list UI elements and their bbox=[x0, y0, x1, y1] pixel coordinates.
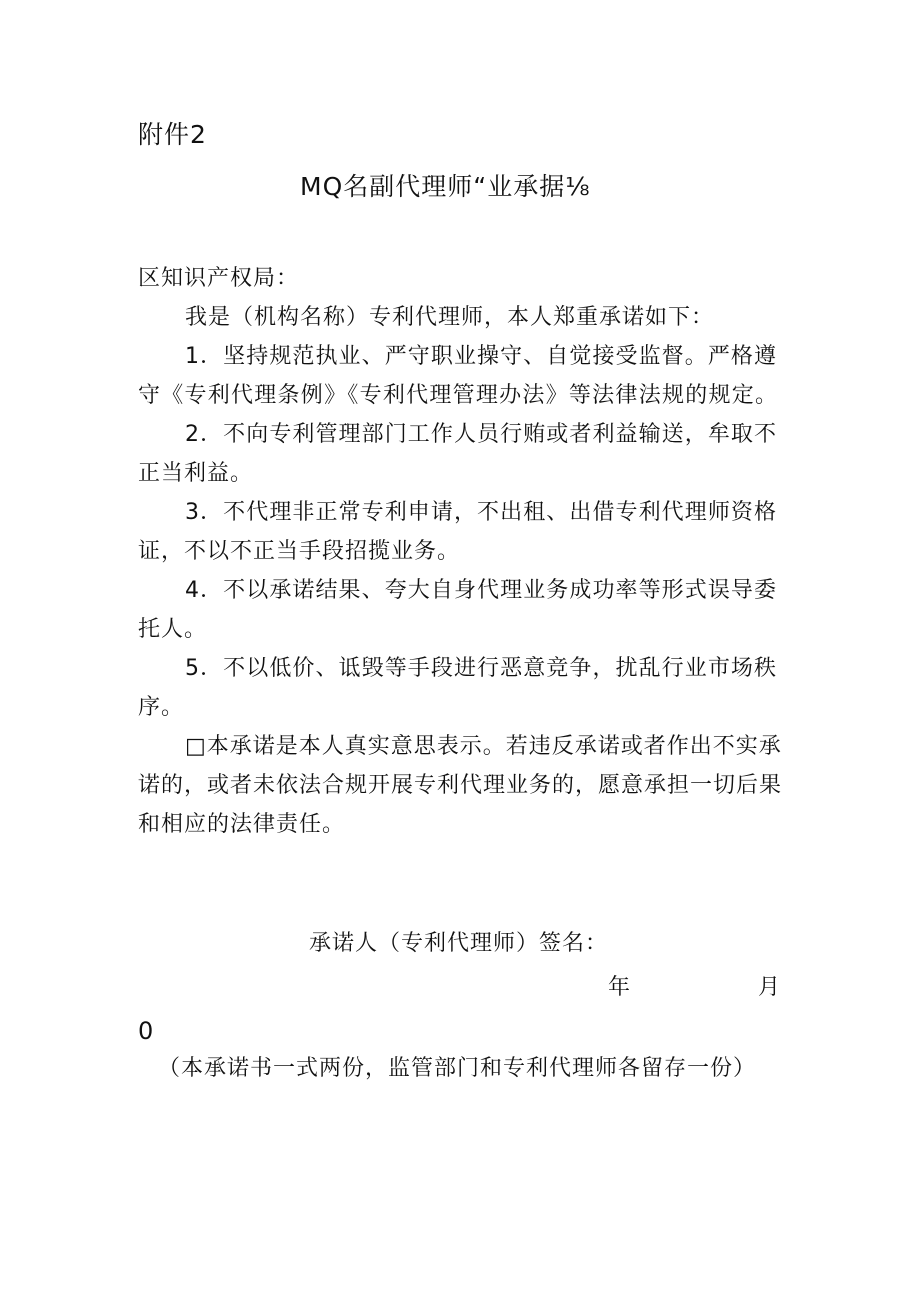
date-day-fragment: 0 bbox=[138, 1017, 155, 1045]
item-2-line-1: 2．不向专利管理部门工作人员行贿或者利益输送，牟取不 bbox=[185, 422, 777, 447]
item-3-line-1: 3．不代理非正常专利申请，不出租、出借专利代理师资格 bbox=[185, 500, 777, 525]
item-1-line-1: 1．坚持规范执业、严守职业操守、自觉接受监督。严格遵 bbox=[185, 344, 777, 369]
date-month-label: 月 bbox=[758, 975, 782, 1000]
item-4-line-1: 4．不以承诺结果、夸大自身代理业务成功率等形式误导委 bbox=[185, 578, 777, 603]
signature-label: 承诺人（专利代理师）签名： bbox=[309, 931, 609, 956]
addressee: 区知识产权局： bbox=[138, 266, 300, 291]
item-3-line-2: 证，不以不正当手段招揽业务。 bbox=[138, 539, 461, 564]
item-5-line-1: 5．不以低价、诋毁等手段进行恶意竞争，扰乱行业市场秩 bbox=[185, 656, 777, 681]
closing-line-2: 诺的，或者未依法合规开展专利代理业务的，愿意承担一切后果 bbox=[138, 773, 783, 798]
document-title: MQ名副代理师“业承据⅛ bbox=[300, 172, 591, 201]
closing-line-1: □本承诺是本人真实意思表示。若违反承诺或者作出不实承 bbox=[185, 734, 782, 759]
footnote: （本承诺书一式两份，监管部门和专利代理师各留存一份） bbox=[158, 1056, 757, 1081]
intro-paragraph: 我是（机构名称）专利代理师，本人郑重承诺如下： bbox=[185, 305, 715, 330]
closing-line-3: 和相应的法律责任。 bbox=[138, 812, 346, 837]
date-year-label: 年 bbox=[608, 975, 632, 1000]
item-5-line-2: 序。 bbox=[138, 695, 185, 720]
attachment-label: 附件2 bbox=[138, 120, 207, 149]
item-1-line-2: 守《专利代理条例》《专利代理管理办法》等法律法规的规定。 bbox=[138, 383, 778, 408]
item-2-line-2: 正当利益。 bbox=[138, 461, 254, 486]
item-4-line-2: 托人。 bbox=[138, 617, 208, 642]
